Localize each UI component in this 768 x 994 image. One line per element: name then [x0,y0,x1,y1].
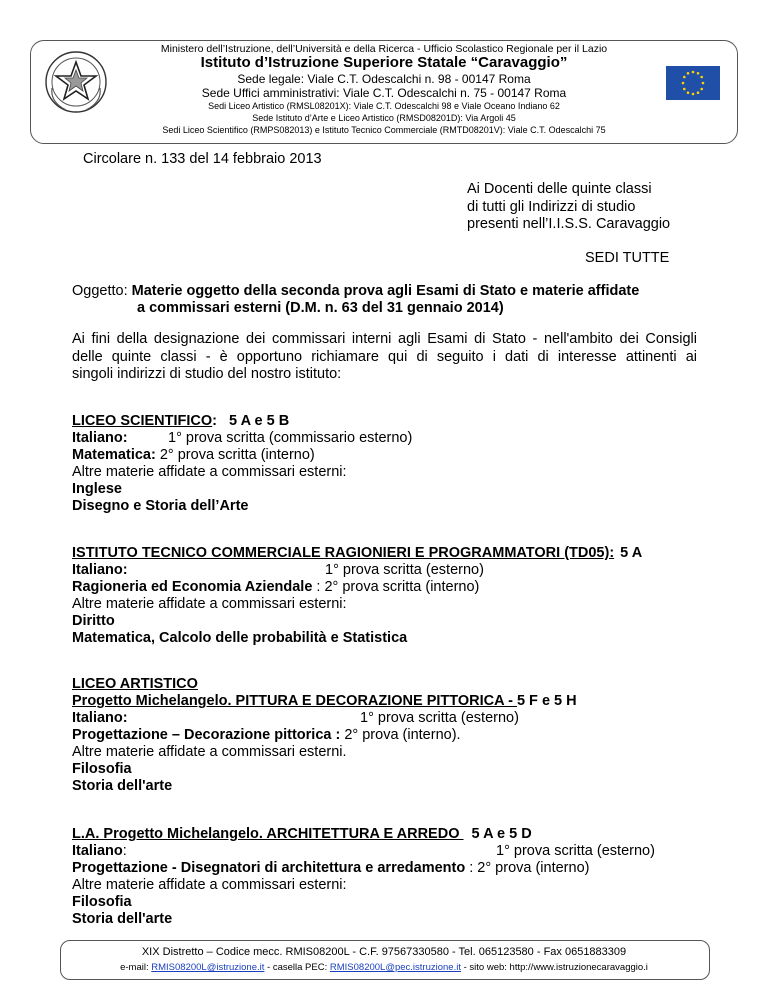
artistico-prog-value: 2° prova (interno). [340,727,461,743]
architettura-materia-2: Storia dell'arte [72,911,173,927]
scientifico-title: LICEO SCIENTIFICO [72,413,213,429]
oggetto-line-2: a commissari esterni (D.M. n. 63 del 31 gennaio 2014) [137,300,504,316]
scientifico-classes: 5 A e 5 B [229,413,290,429]
recipient-line-1: Ai Docenti delle quinte classi [467,181,652,197]
scientifico-altre: Altre materie affidate a commissari esterni: [72,464,347,480]
intro-line-2: delle quinte classi - è opportuno richiamare qui di seguito i dati di interesse attinenti ai [72,349,697,365]
scientifico-matematica [72,447,315,464]
circolare-number: Circolare n. 133 del 14 febbraio 2013 [83,151,322,167]
artistico-subheading [72,693,577,710]
scientifico-materia-1: Inglese [72,481,122,497]
architettura-italiano-colon: : [122,843,127,859]
footer-line-1: XIX Distretto – Codice mecc. RMIS08200L - C.F. 97567330580 - Tel. 065123580 - Fax 0651883309 [141,946,627,958]
sede-uffici: Sede Uffici amministrativi: Viale C.T. Odescalchi n. 75 - 00147 Roma [201,86,567,100]
footer-email-link[interactable]: RMIS08200L@istruzione.it [151,962,265,973]
intro-line-1: Ai fini della designazione dei commissari interni agli Esami di Stato - nell'ambito dei Consigli [72,331,697,347]
scientifico-heading [72,413,289,430]
architettura-title: L.A. Progetto Michelangelo. ARCHITETTURA E ARREDO [72,826,464,842]
tecnico-heading [72,545,642,562]
oggetto-label: Oggetto: [72,283,132,299]
architettura-italiano [72,843,127,860]
footer-line-2 [0,962,768,973]
tecnico-ragioneria [72,579,479,596]
footer-pec-prefix: - casella PEC: [264,962,330,973]
architettura-classes: 5 A e 5 D [471,826,532,842]
architettura-altre: Altre materie affidate a commissari esterni: [72,877,347,893]
artistico-sub-title: Progetto Michelangelo. PITTURA E DECORAZIONE PITTORICA - [72,693,517,709]
sede-legale: Sede legale: Viale C.T. Odescalchi n. 98 - 00147 Roma [237,72,531,86]
tecnico-ragioneria-value: : 2° prova scritta (interno) [312,579,480,595]
recipient-line-2: di tutti gli Indirizzi di studio [467,199,636,215]
tecnico-classes: 5 A [620,545,643,561]
sedi-line-3: Sedi Liceo Scientifico (RMPS082013) e Istituto Tecnico Commerciale (RMTD08201V): Viale C.T. Odescalchi 75 [162,125,606,135]
tecnico-altre: Altre materie affidate a commissari esterni: [72,596,347,612]
artistico-title: LICEO ARTISTICO [72,676,198,692]
sedi-tutte: SEDI TUTTE [585,250,670,266]
scientifico-colon: : [212,413,218,429]
architettura-italiano-label: Italiano [72,843,123,859]
architettura-italiano-value: 1° prova scritta (esterno) [496,843,655,859]
artistico-classes: 5 F e 5 H [516,693,577,709]
intro-line-3: singoli indirizzi di studio del nostro istituto: [72,366,342,382]
tecnico-ragioneria-label: Ragioneria ed Economia Aziendale [72,579,313,595]
recipient-line-3: presenti nell’I.I.S.S. Caravaggio [467,216,671,232]
architettura-progettazione [72,860,589,877]
footer-web: - sito web: http://www.istruzionecaravaggio.i [460,962,648,973]
scientifico-italiano-value: 1° prova scritta (commissario esterno) [168,430,413,446]
footer-email-prefix: e-mail: [120,962,152,973]
tecnico-materia-1: Diritto [72,613,115,629]
oggetto-line-1 [72,283,639,300]
tecnico-italiano-value: 1° prova scritta (esterno) [325,562,484,578]
tecnico-title: ISTITUTO TECNICO COMMERCIALE RAGIONIERI E PROGRAMMATORI (TD05): [72,545,615,561]
scientifico-matematica-value: 2° prova scritta (interno) [155,447,315,463]
sedi-line-2: Sede Istituto d’Arte e Liceo Artistico (RMSD08201D): Via Argoli 45 [252,113,516,123]
artistico-italiano-label: Italiano: [72,710,128,726]
oggetto-text-1: Materie oggetto della seconda prova agli Esami di Stato e materie affidate [131,283,640,299]
architettura-materia-1: Filosofia [72,894,132,910]
sedi-line-1: Sedi Liceo Artistico (RMSL08201X): Viale C.T. Odescalchi 98 e Viale Oceano Indiano 62 [208,101,560,111]
artistico-materia-2: Storia dell'arte [72,778,173,794]
scientifico-matematica-label: Matematica: [72,447,156,463]
architettura-prog-label: Progettazione - Disegnatori di architettura e arredamento [72,860,466,876]
scientifico-italiano-label: Italiano: [72,430,128,446]
architettura-heading [72,826,532,843]
architettura-prog-value: : 2° prova (interno) [465,860,590,876]
tecnico-materia-2: Matematica, Calcolo delle probabilità e Statistica [72,630,408,646]
tecnico-italiano-label: Italiano: [72,562,128,578]
school-name: Istituto d’Istruzione Superiore Statale “Caravaggio” [200,54,568,71]
artistico-progettazione [72,727,461,744]
footer-pec-link[interactable]: RMIS08200L@pec.istruzione.it [329,962,461,973]
artistico-materia-1: Filosofia [72,761,132,777]
ministry-line: Ministero dell’Istruzione, dell’Università e della Ricerca - Ufficio Scolastico Regionale per il Lazio [160,43,608,55]
scientifico-materia-2: Disegno e Storia dell’Arte [72,498,249,514]
artistico-prog-label: Progettazione – Decorazione pittorica : [72,727,341,743]
artistico-altre: Altre materie affidate a commissari esterni. [72,744,347,760]
artistico-italiano-value: 1° prova scritta (esterno) [360,710,519,726]
